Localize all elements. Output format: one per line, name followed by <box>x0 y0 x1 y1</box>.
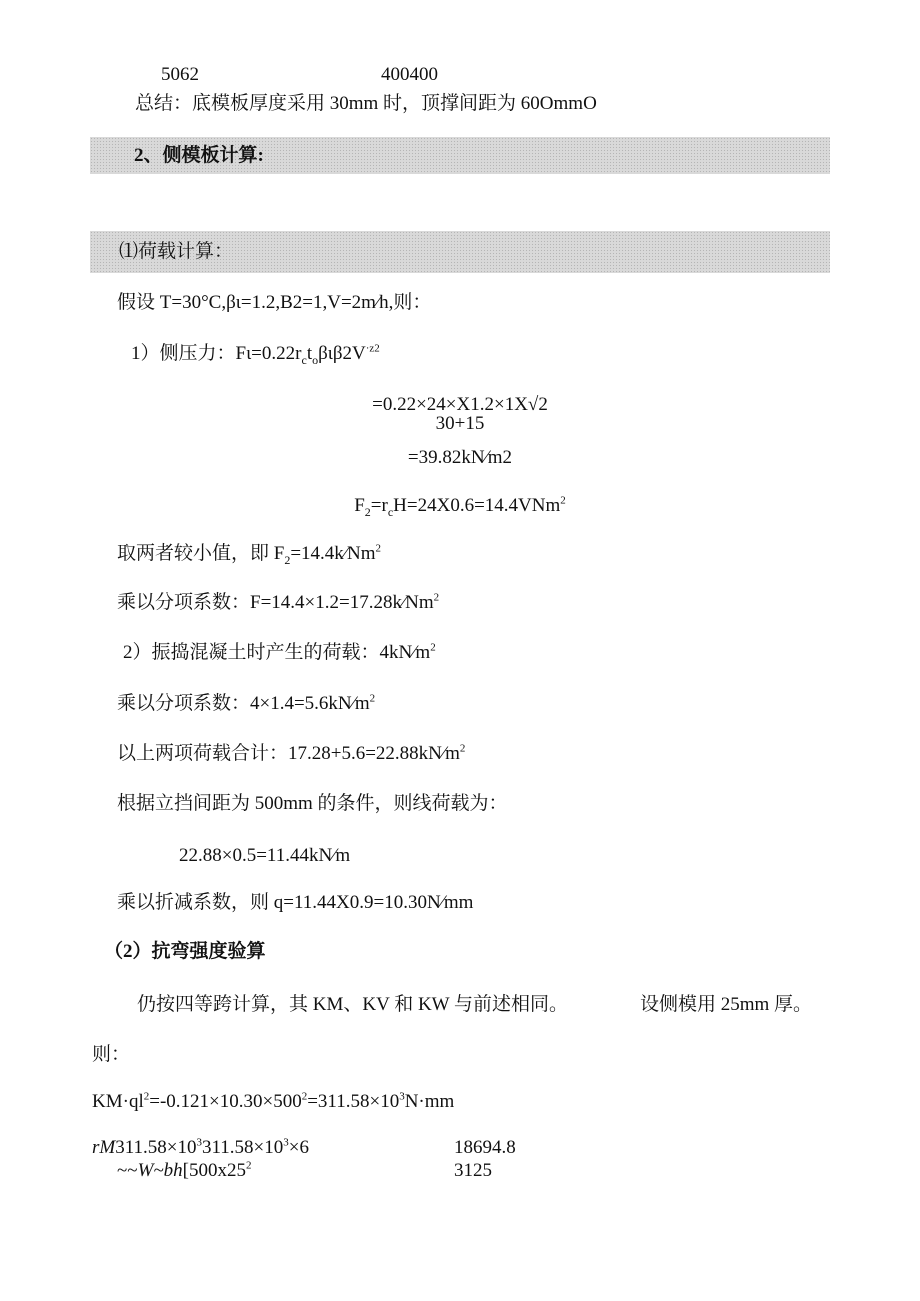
take-min-main: 取两者较小值，即 F <box>117 543 285 564</box>
bending-title: （2）抗弯强度验算 <box>104 941 266 962</box>
eq1-line1: =0.22×24×X1.2×1X√2 <box>372 394 548 415</box>
eq3 <box>0 495 920 517</box>
eq1-line2: 30+15 <box>435 413 485 434</box>
mult1-sup: 2 <box>433 591 440 604</box>
stress-row2-sup: 2 <box>246 1159 252 1172</box>
line-load-text: 22.88×0.5=11.44kN⁄m <box>179 845 351 866</box>
total-sup: 2 <box>459 742 466 755</box>
moment-formula <box>92 1091 454 1113</box>
stress-row1-it: rM <box>92 1137 116 1158</box>
take-min-rest: =14.4k⁄Nm <box>290 543 376 564</box>
load-calc-heading-band <box>90 231 830 273</box>
lateral-prefix: 1）侧压力：Fι=0.22r <box>131 343 302 364</box>
stress-row2-formula <box>117 1160 252 1182</box>
four-span-part1: 仍按四等跨计算，其 KM、KV 和 KW 与前述相同。 <box>137 994 569 1015</box>
stress-row1-c: ×6 <box>288 1137 309 1158</box>
stress-row1-a: 311.58×10 <box>115 1137 197 1158</box>
eq3-sub2: 2 <box>364 504 371 519</box>
moment-c-sup: 3 <box>399 1090 405 1103</box>
lateral-exponent: ·z2 <box>365 342 380 355</box>
eq3-sup: 2 <box>560 494 566 507</box>
stress-row1-b: 311.58×10 <box>202 1137 284 1158</box>
stress-row1-b-sup: 3 <box>283 1136 289 1149</box>
eq3-mid: =r <box>370 495 388 516</box>
eq3-f: F <box>354 495 365 516</box>
assumption-text: 假设 T=30°C,βι=1.2,B2=1,V=2m⁄h,则： <box>117 292 432 313</box>
vibrate-sup: 2 <box>430 641 436 654</box>
eq2: =39.82kN⁄m2 <box>407 447 513 468</box>
total-text <box>117 743 465 765</box>
mult2-sup: 2 <box>369 692 376 705</box>
stress-row2-b: [500x25 <box>182 1160 246 1181</box>
moment-a: KM·ql <box>92 1091 144 1112</box>
mult1-text <box>117 592 439 614</box>
lateral-t: t <box>306 343 313 364</box>
lateral-pressure-formula <box>131 343 380 365</box>
stress-row1-formula <box>92 1137 309 1159</box>
take-min-sub: 2 <box>284 552 291 567</box>
four-span-part2: 设侧模用 25mm 厚。 <box>640 994 813 1015</box>
take-min-sup: 2 <box>375 542 381 555</box>
lateral-beta: βιβ2V <box>318 343 366 364</box>
mult1-main: 乘以分项系数：F=14.4×1.2=17.28k⁄Nm <box>117 592 434 613</box>
then-text: 则： <box>92 1044 131 1065</box>
moment-c: =311.58×10 <box>307 1091 400 1112</box>
top-number-right: 400400 <box>381 64 438 85</box>
moment-b: =-0.121×10.30×500 <box>149 1091 302 1112</box>
stress-row2-it: W~bh <box>137 1160 183 1181</box>
total-main: 以上两项荷载合计：17.28+5.6=22.88kN⁄m <box>117 743 460 764</box>
mult2-text <box>117 693 375 715</box>
vibrate-text <box>123 642 436 664</box>
section2-title: 2、侧模板计算: <box>134 144 264 166</box>
stress-row1-value: 18694.8 <box>454 1137 516 1158</box>
eq3-rest: H=24X0.6=14.4VNm <box>393 495 561 516</box>
moment-a-sup: 2 <box>143 1090 150 1103</box>
moment-d: N·mm <box>404 1091 455 1112</box>
stress-row2-value: 3125 <box>454 1160 492 1181</box>
stress-row1-a-sup: 3 <box>196 1136 202 1149</box>
lateral-sub-c: c <box>301 352 307 367</box>
mult2-main: 乘以分项系数：4×1.4=5.6kN⁄m <box>117 693 370 714</box>
spacing-text: 根据立挡间距为 500mm 的条件，则线荷载为： <box>117 793 508 814</box>
top-number-left: 5062 <box>161 64 199 85</box>
section2-heading-band <box>90 137 830 174</box>
summary-text: 总结：底模板厚度采用 30mm 时，顶撑间距为 60OmmO <box>135 93 597 114</box>
vibrate-main: 2）振捣混凝土时产生的荷载：4kN⁄m <box>123 642 431 663</box>
eq3-subc: c <box>387 504 394 519</box>
load-calc-title: ⑴荷载计算： <box>119 241 234 263</box>
take-min-text <box>117 543 381 565</box>
lateral-sub-o: o <box>312 352 319 367</box>
stress-row2-a: ~~ <box>117 1160 138 1181</box>
reduction-text: 乘以折减系数，则 q=11.44X0.9=10.30N⁄mm <box>117 892 474 913</box>
moment-b-sup: 2 <box>301 1090 308 1103</box>
